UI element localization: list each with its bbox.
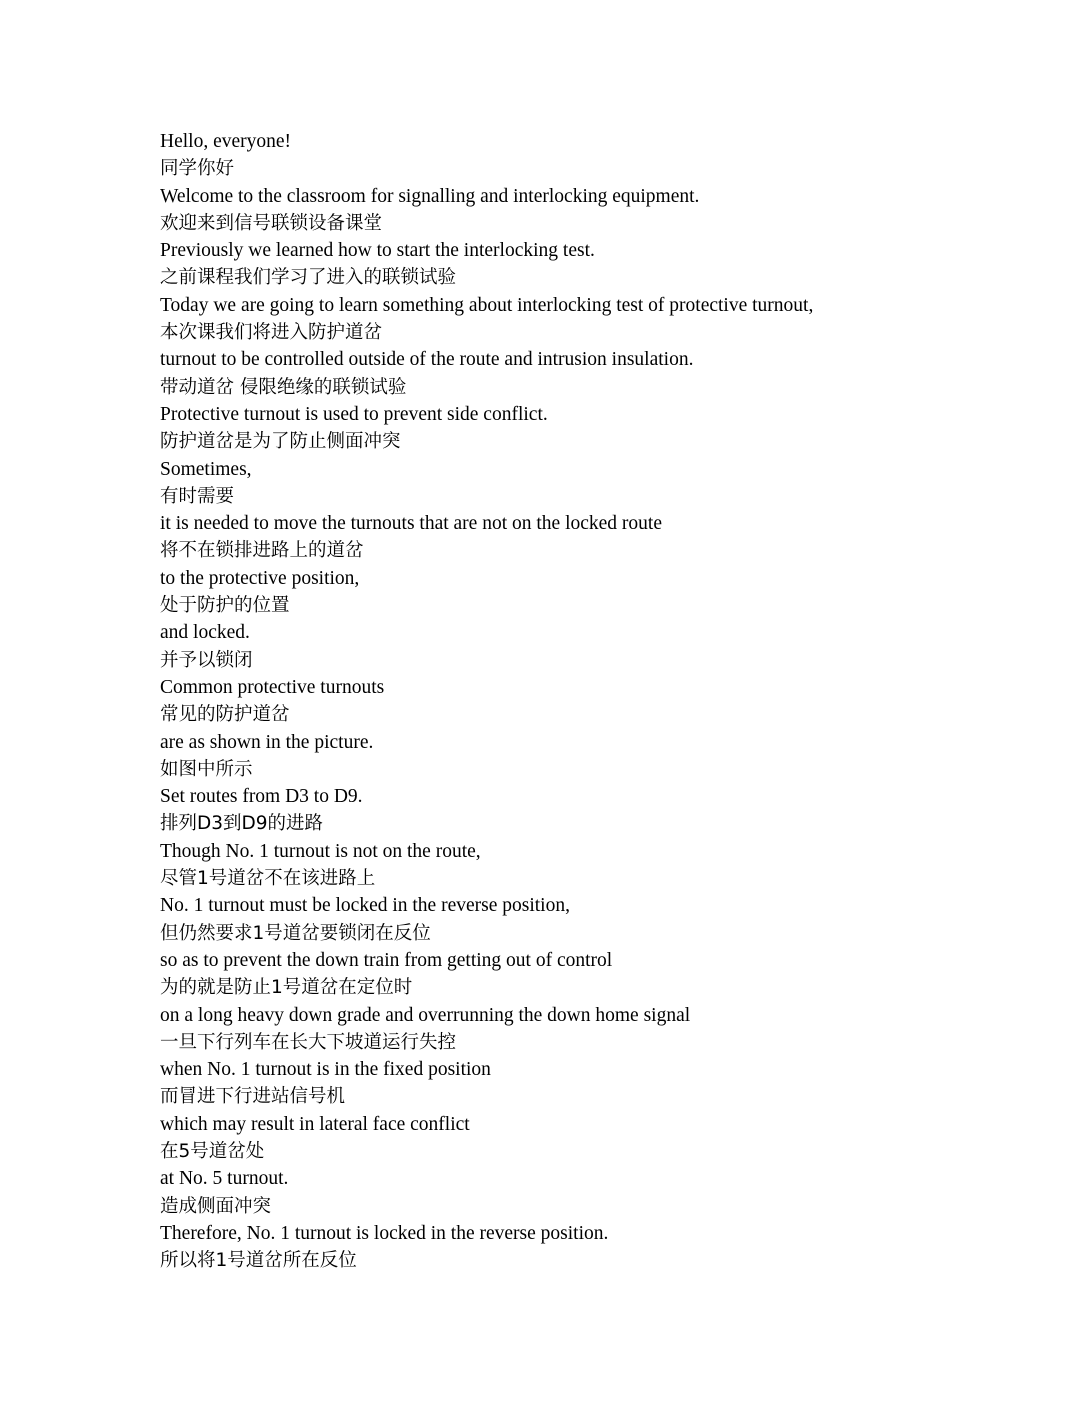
transcript-line-en: it is needed to move the turnouts that are not on the locked route [160,513,662,535]
transcript-line-en: turnout to be controlled outside of the route and intrusion insulation. [160,349,694,371]
transcript-line-en: at No. 5 turnout. [160,1168,289,1190]
transcript-line-zh: 而冒进下行进站信号机 [160,1086,346,1108]
transcript-line-zh: 本次课我们将进入防护道岔 [160,322,383,344]
transcript-line-zh: 有时需要 [160,485,235,507]
transcript-line-en: Set routes from D3 to D9. [160,786,363,808]
transcript-line-zh: 处于防护的位置 [160,595,290,617]
transcript-line-zh: 造成侧面冲突 [160,1195,272,1217]
transcript-line-zh: 排列D3到D9的进路 [160,813,324,835]
transcript-line-zh: 所以将1号道岔所在反位 [160,1250,357,1272]
transcript-line-en: No. 1 turnout must be locked in the reverse position, [160,895,570,917]
transcript-line-en: Though No. 1 turnout is not on the route, [160,840,481,862]
transcript-line-zh: 尽管1号道岔不在该进路上 [160,868,376,890]
transcript-line-zh: 如图中所示 [160,758,253,780]
transcript-line-zh: 同学你好 [160,158,235,180]
transcript-line-zh: 但仍然要求1号道岔要锁闭在反位 [160,922,431,944]
transcript-line-zh: 带动道岔 侵限绝缘的联锁试验 [160,376,407,398]
transcript-line-en: are as shown in the picture. [160,731,374,753]
transcript-line-zh: 一旦下行列车在长大下坡道运行失控 [160,1031,457,1053]
transcript-line-zh: 欢迎来到信号联锁设备课堂 [160,212,383,234]
transcript-line-en: to the protective position, [160,567,360,589]
transcript-line-en: Welcome to the classroom for signalling and interlocking equipment. [160,185,700,207]
transcript-line-zh: 为的就是防止1号道岔在定位时 [160,977,413,999]
transcript-line-en: on a long heavy down grade and overrunning the down home signal [160,1004,691,1026]
transcript-line-zh: 将不在锁排进路上的道岔 [160,540,364,562]
transcript-line-en: when No. 1 turnout is in the fixed position [160,1059,491,1081]
transcript-line-zh: 并予以锁闭 [160,649,253,671]
transcript-line-en: Hello, everyone! [160,131,292,152]
transcript-line-zh: 在5号道岔处 [160,1140,265,1162]
transcript-line-zh: 常见的防护道岔 [160,704,290,726]
transcript-line-en: Protective turnout is used to prevent side conflict. [160,403,548,425]
transcript-line-en: Previously we learned how to start the interlocking test. [160,240,595,262]
transcript-line-en: Common protective turnouts [160,676,385,698]
transcript-line-zh: 之前课程我们学习了进入的联锁试验 [160,267,457,289]
transcript-line-en: which may result in lateral face conflict [160,1113,470,1135]
transcript-line-en: Today we are going to learn something about interlocking test of protective turnout, [160,294,814,316]
transcript-line-zh: 防护道岔是为了防止侧面冲突 [160,431,401,453]
transcript-line-en: Sometimes, [160,458,252,480]
transcript-line-en: Therefore, No. 1 turnout is locked in the reverse position. [160,1222,609,1244]
transcript-body [160,128,1020,1274]
transcript-line-en: and locked. [160,622,250,644]
transcript-line-en: so as to prevent the down train from getting out of control [160,949,613,971]
